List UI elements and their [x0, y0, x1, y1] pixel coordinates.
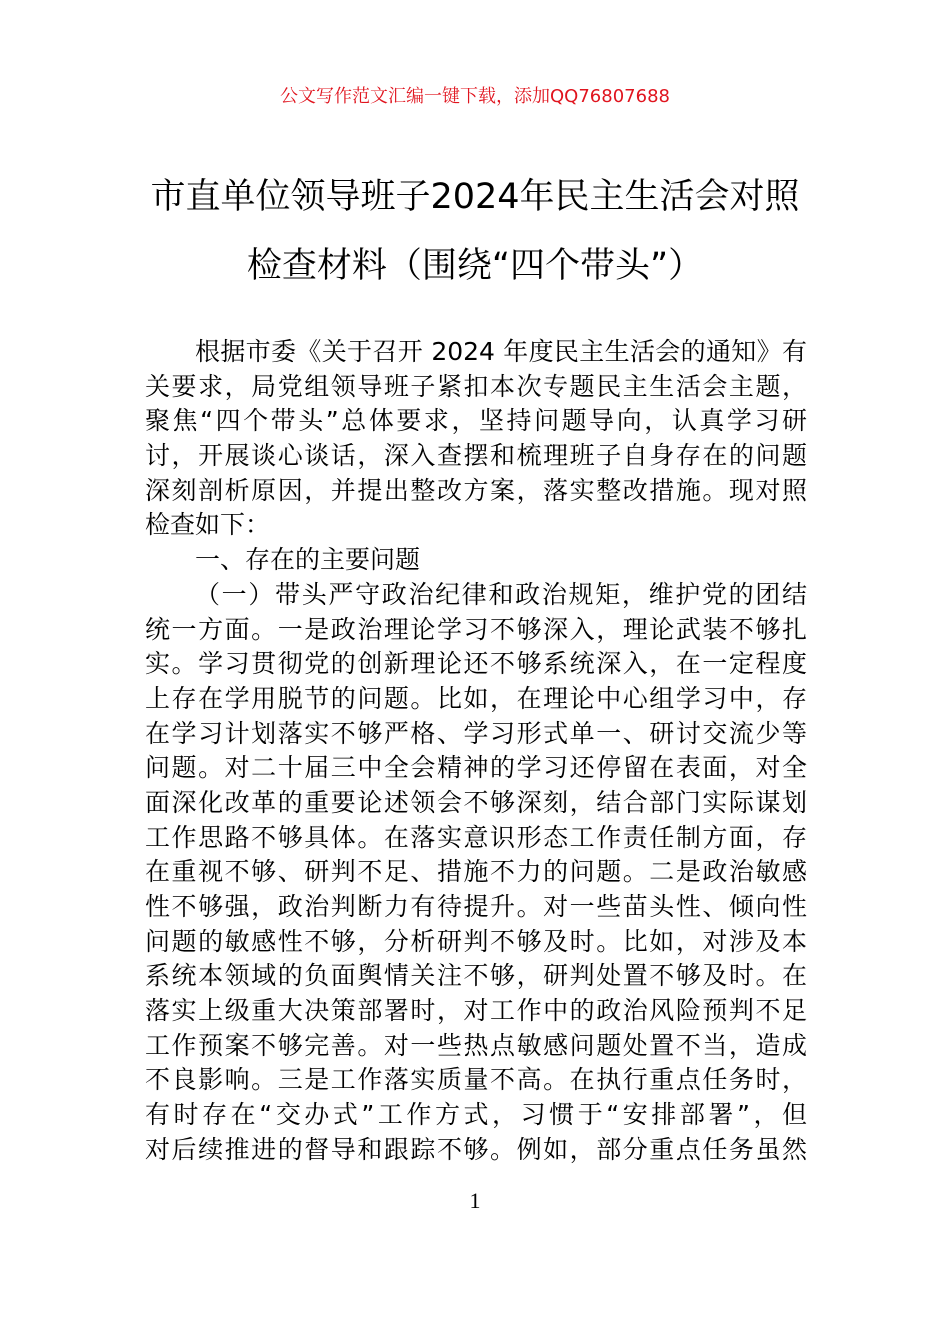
body-text-line: 一、存在的主要问题 — [195, 545, 421, 575]
body-text-line: 对后续推进的督导和跟踪不够。例如，部分重点任务虽然 — [145, 1134, 807, 1164]
document-title-line-2: 检查材料（围绕“四个带头”） — [246, 246, 704, 286]
page-number: 1 — [469, 1188, 481, 1213]
body-text-line: 面深化改革的重要论述领会不够深刻，结合部门实际谋划 — [145, 787, 807, 817]
body-text-line: 关要求，局党组领导班子紧扣本次专题民主生活会主题， — [145, 371, 807, 401]
watermark-banner: 公文写作范文汇编一键下载，添加QQ76807688 — [280, 86, 670, 107]
document-body — [145, 335, 807, 1168]
document-title-line-1: 市直单位领导班子2024年民主生活会对照 — [150, 177, 800, 217]
body-text-line: 在学习计划落实不够严格、学习形式单一、研讨交流少等 — [145, 718, 807, 748]
body-text-line: 问题的敏感性不够，分析研判不够及时。比如，对涉及本 — [145, 926, 807, 956]
body-text-line: 实。学习贯彻党的创新理论还不够系统深入，在一定程度 — [145, 649, 807, 679]
body-text-line: 检查如下： — [145, 510, 271, 540]
body-text-line: 性不够强，政治判断力有待提升。对一些苗头性、倾向性 — [145, 892, 807, 921]
body-text-line: 落实上级重大决策部署时，对工作中的政治风险预判不足 — [145, 996, 807, 1026]
body-text-line: 根据市委《关于召开 2024 年度民主生活会的通知》有 — [195, 337, 807, 366]
body-text-line: 在重视不够、研判不足、措施不力的问题。二是政治敏感 — [145, 857, 807, 887]
body-text-line: 工作思路不够具体。在落实意识形态工作责任制方面，存 — [145, 822, 807, 852]
body-text-line: 聚焦“四个带头”总体要求，坚持问题导向，认真学习研 — [145, 406, 807, 436]
body-text-line: 上存在学用脱节的问题。比如，在理论中心组学习中，存 — [145, 683, 807, 713]
body-text-line: 问题。对二十届三中全会精神的学习还停留在表面，对全 — [145, 753, 807, 783]
body-text-line: 统一方面。一是政治理论学习不够深入，理论武装不够扎 — [145, 614, 807, 644]
body-text-line: 工作预案不够完善。对一些热点敏感问题处置不当，造成 — [145, 1030, 807, 1060]
body-text-line: 有时存在“交办式”工作方式，习惯于“安排部署”，但 — [145, 1100, 807, 1130]
body-text-line: 系统本领域的负面舆情关注不够，研判处置不够及时。在 — [145, 961, 807, 991]
body-text-line: （一）带头严守政治纪律和政治规矩，维护党的团结 — [195, 579, 807, 609]
body-text-line: 深刻剖析原因，并提出整改方案，落实整改措施。现对照 — [145, 475, 807, 505]
body-text-line: 讨，开展谈心谈话，深入查摆和梳理班子自身存在的问题 — [145, 441, 807, 471]
body-text-line: 不良影响。三是工作落实质量不高。在执行重点任务时， — [145, 1065, 807, 1095]
